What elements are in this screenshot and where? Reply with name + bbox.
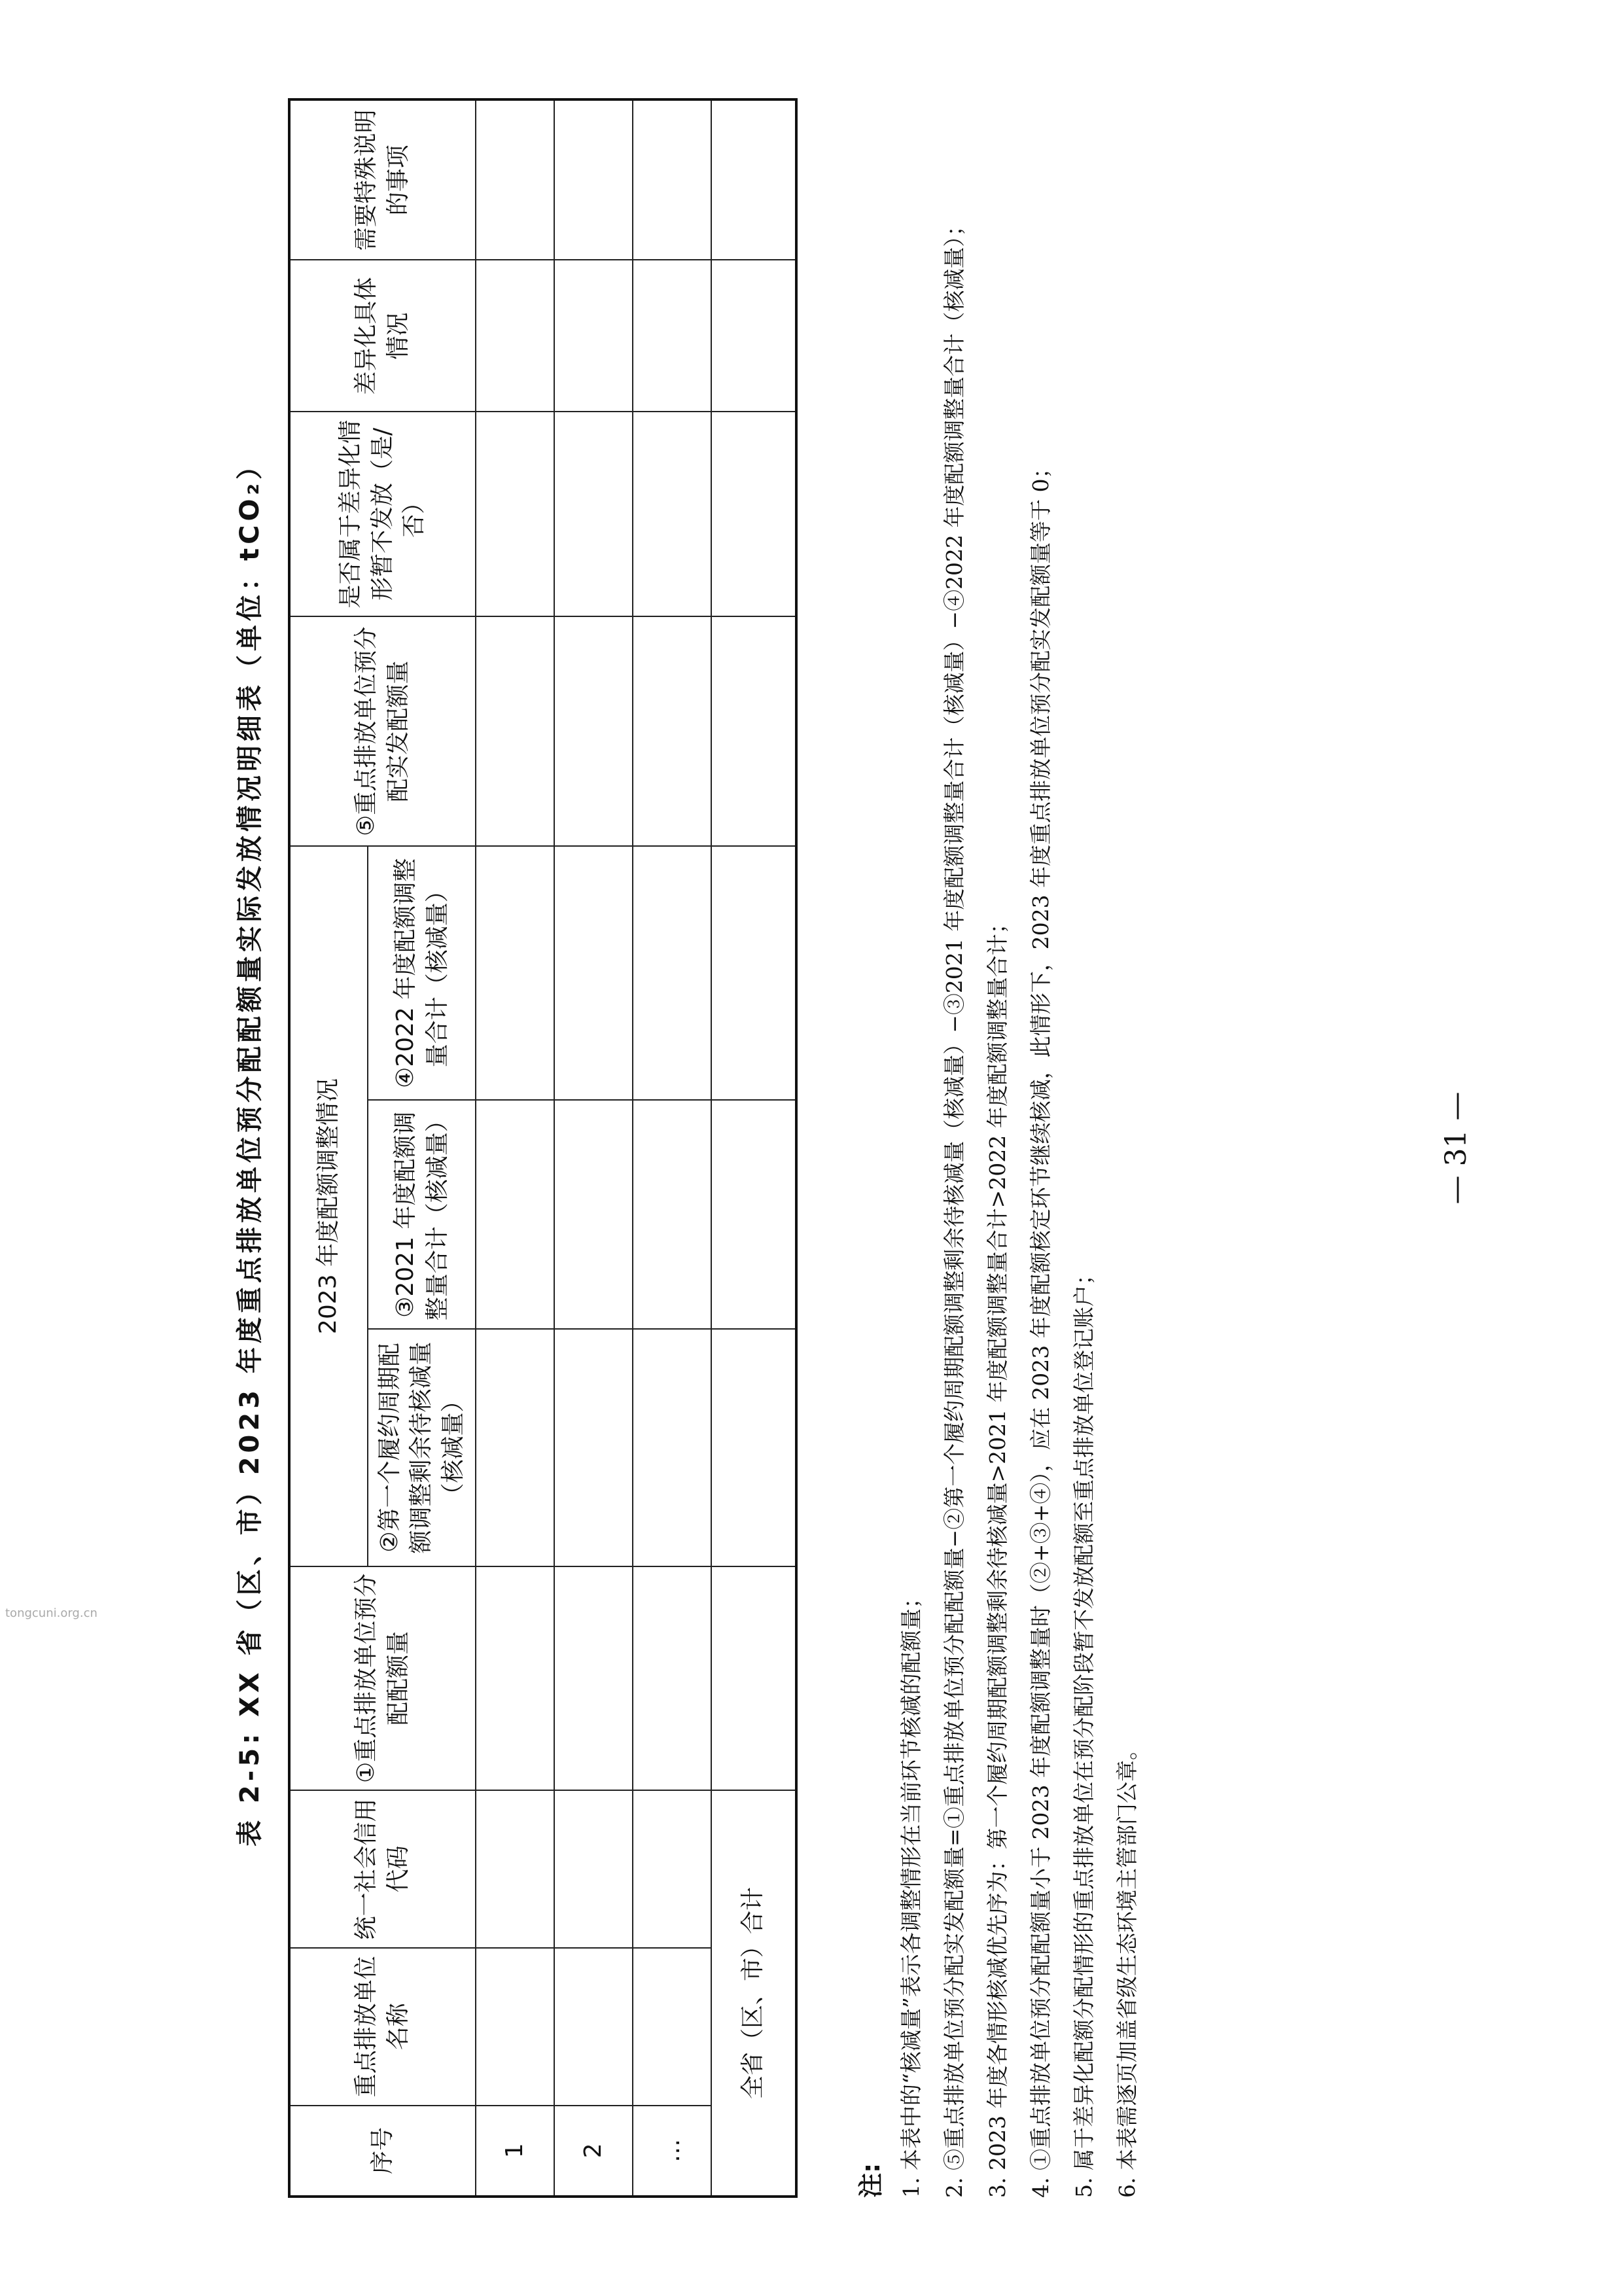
header-adjustment-group: 2023 年度配额调整情况: [289, 846, 368, 1566]
header-preallocation: ①重点排放单位预分配配额量: [289, 1566, 476, 1790]
header-differentiated-flag: 是否属于差异化情形暂不发放（是/否）: [289, 412, 476, 616]
page-number: — 31 —: [1439, 1091, 1473, 1205]
table-row: [633, 99, 711, 2197]
row-seq: 2: [554, 2106, 633, 2197]
note-item: 1. 本表中的“核减量”表示各调整情形在当前环节核减的配额量；: [898, 1587, 924, 2198]
total-row: [711, 99, 796, 2197]
header-seq: 序号: [289, 2106, 476, 2197]
notes-list: [890, 117, 1149, 2198]
table-row: [476, 99, 554, 2197]
header-credit-code: 统一社会信用代码: [289, 1790, 476, 1948]
header-differentiated-detail: 差异化具体情况: [289, 260, 476, 412]
header-first-period-remaining: ②第一个履约周期配额调整剩余待核减量（核减量）: [368, 1329, 476, 1566]
note-item: 6. 本表需逐页加盖省级生态环境主管部门公章。: [1114, 1739, 1140, 2198]
note-item: 2. ⑤重点排放单位预分配实发配额量=①重点排放单位预分配配额量−②第一个履约周期配额调整剩余待核减量（核减量）−③2021 年度配额调整量合计（核减量）−④2022 年度配额调整量合计（核减量）；: [942, 214, 967, 2198]
note-item: 4. ①重点排放单位预分配配额量小于 2023 年度配额调整量时（②+③+④），应在 2023 年度配额核定环节继续核减，此情形下，2023 年度重点排放单位预分配实发配额量等于 0；: [1028, 457, 1053, 2198]
header-special-notes: 需要特殊说明的事项: [289, 99, 476, 260]
header-unit-name: 重点排放单位名称: [289, 1948, 476, 2106]
total-label: 全省（区、市）合计: [711, 1790, 796, 2197]
watermark: tongcuni.org.cn: [5, 1606, 97, 1620]
notes-label: 注:: [856, 2163, 885, 2198]
note-item: 3. 2023 年度各情形核减优先序为：第一个履约周期配额调整剩余待核减量>2021 年度配额调整量合计>2022 年度配额调整量合计；: [985, 912, 1010, 2198]
row-seq: 1: [476, 2106, 554, 2197]
table-title: 表 2-5: XX 省（区、市）2023 年度重点排放单位预分配配额量实际发放情况明细表（单位：tCO₂）: [235, 450, 265, 1846]
note-item: 5. 属于差异化配额分配情形的重点排放单位在预分配阶段暂不发放配额至重点排放单位登记账户；: [1071, 1263, 1097, 2198]
allocation-detail-table: [288, 98, 798, 2198]
header-actual-issued: ⑤重点排放单位预分配实发配额量: [289, 616, 476, 846]
header-2021-adjustment: ③2021 年度配额调整量合计（核减量）: [368, 1100, 476, 1329]
row-seq: …: [633, 2106, 711, 2197]
table-row: [554, 99, 633, 2197]
header-2022-adjustment: ④2022 年度配额调整量合计（核减量）: [368, 846, 476, 1100]
